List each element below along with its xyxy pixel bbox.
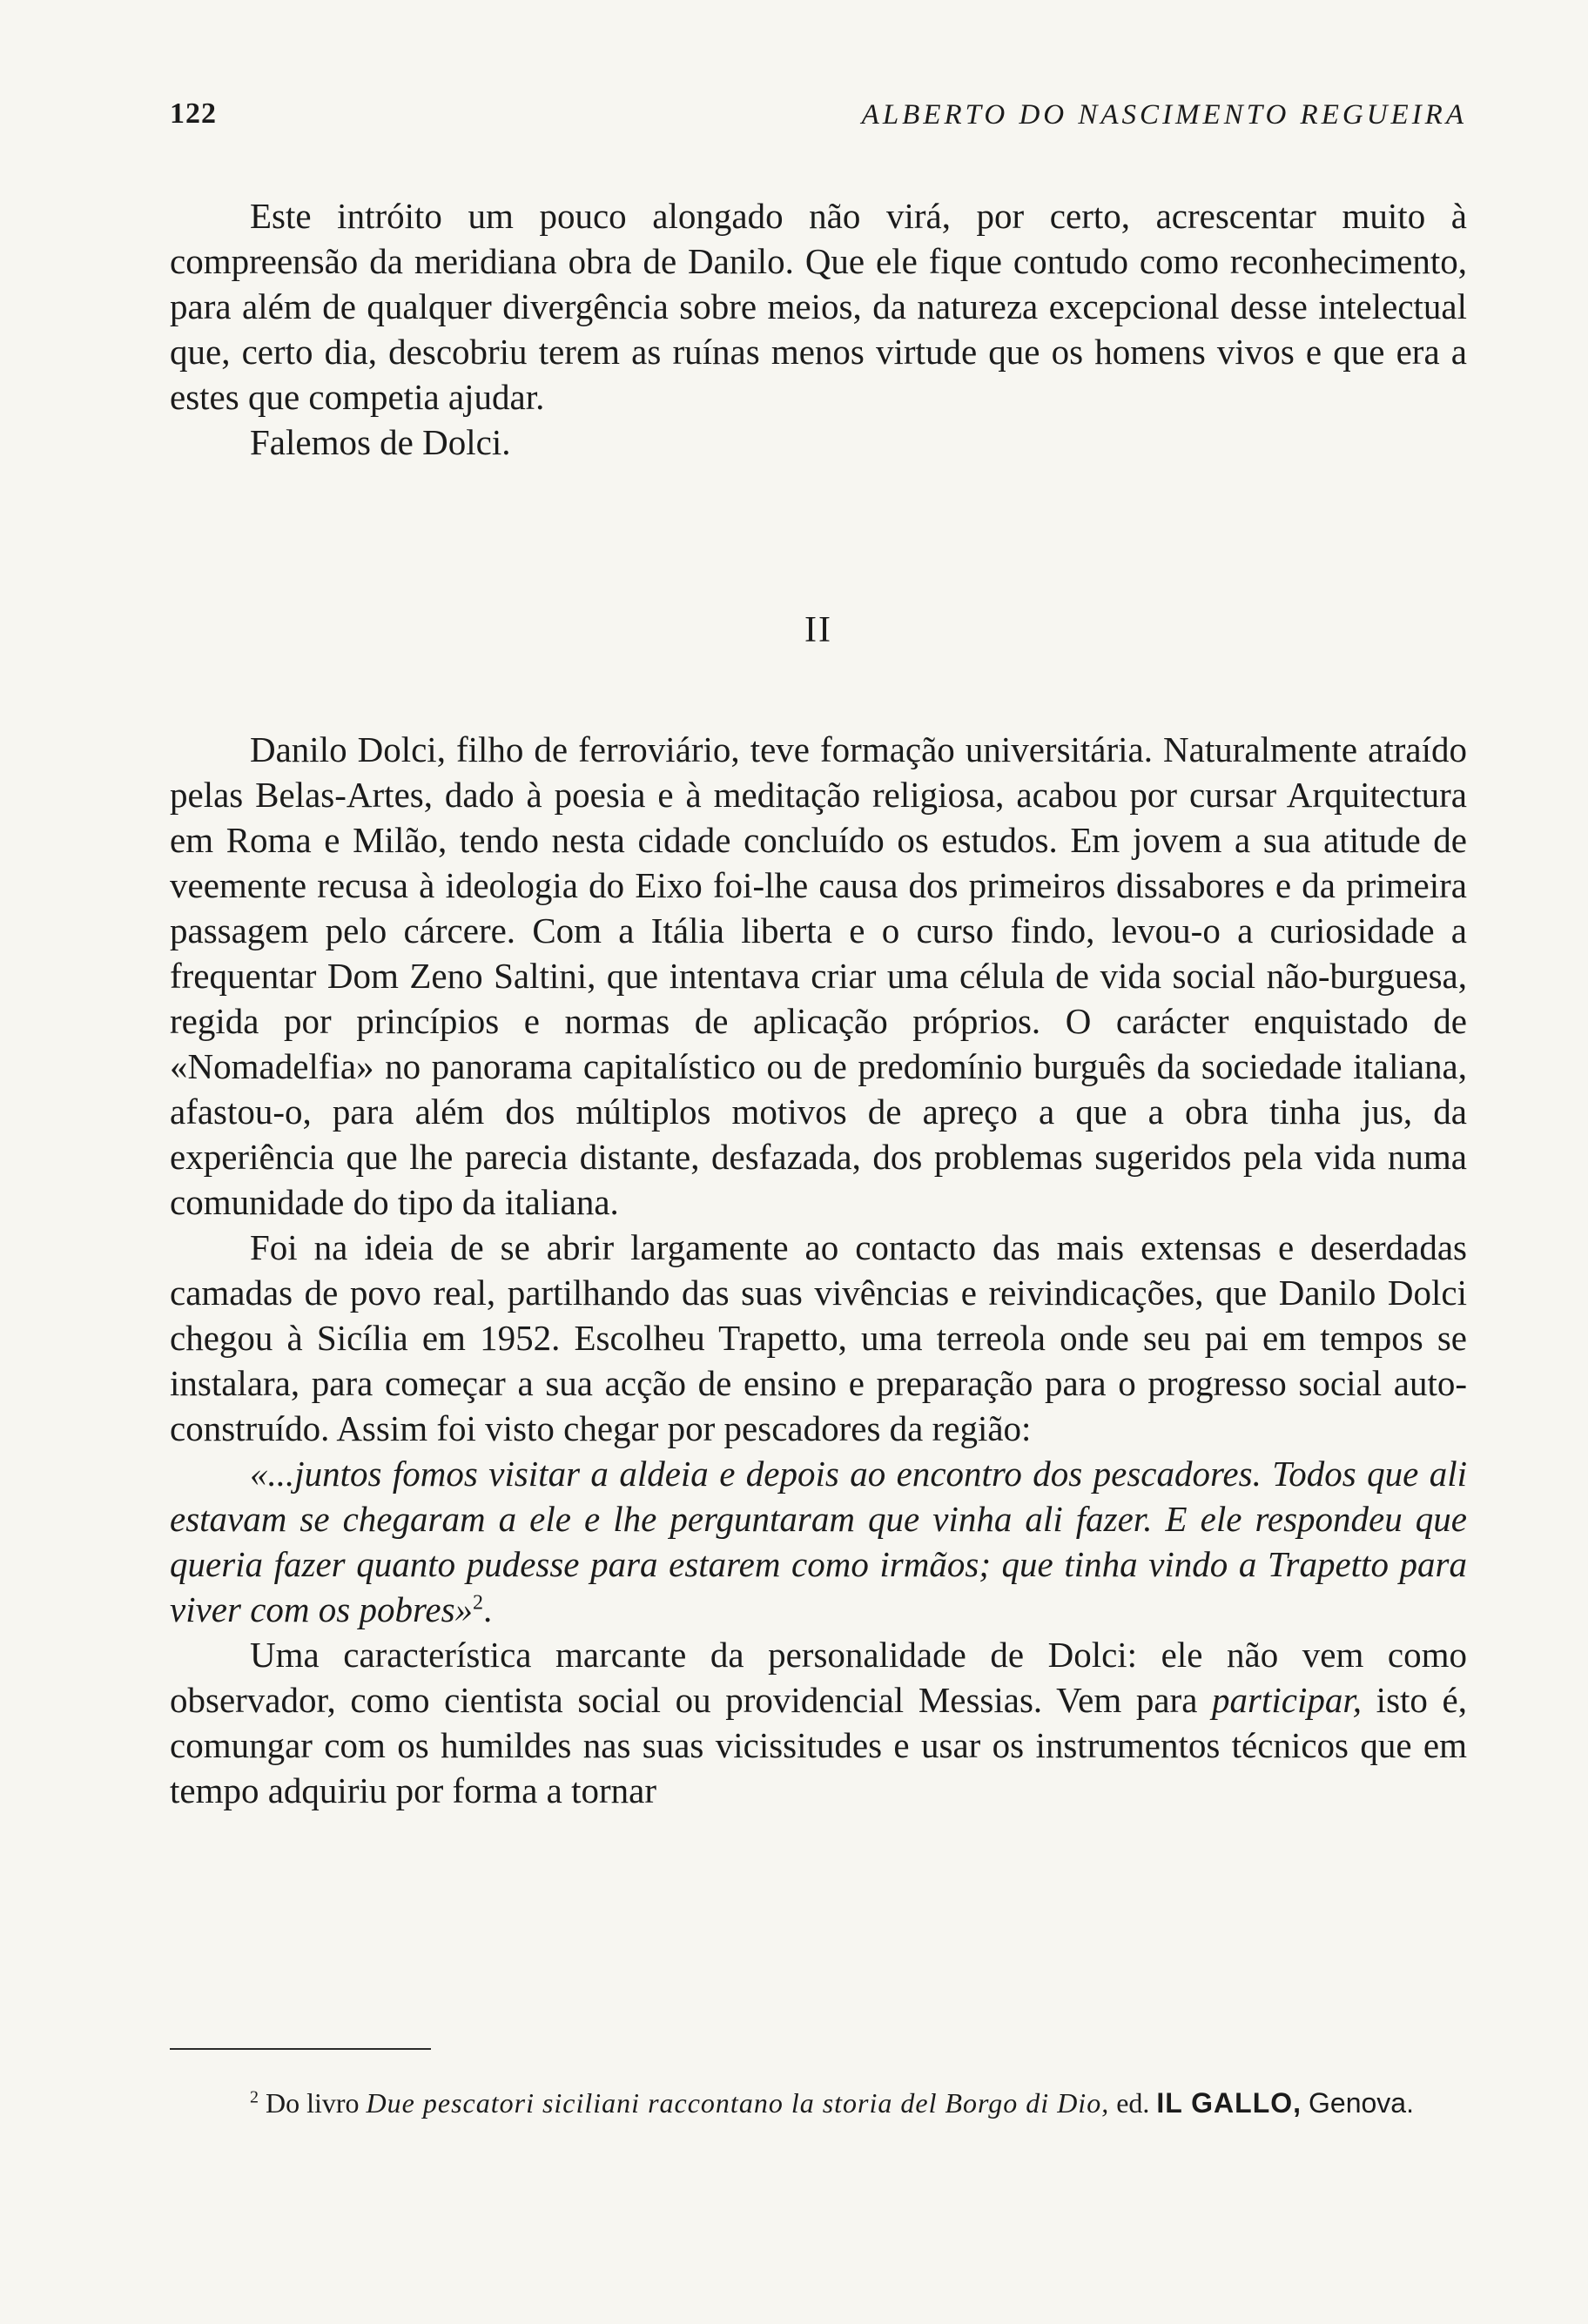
- block-quote: [170, 1451, 1467, 1632]
- section-paragraph: Danilo Dolci, filho de ferroviário, teve formação universitária. Naturalmente atraído pelas Belas-Artes, dado à poesia e à meditação religiosa, acabou por cursar Arquitectura em Roma e Milão, tendo nesta cidade concluído os estudos. Em jovem a sua atitude de veemente recusa à ideologia do Eixo foi-lhe causa dos primeiros dissabores e da primeira passagem pelo cárcere. Com a Itália liberta e o curso findo, levou-o a curiosidade a frequentar Dom Zeno Saltini, que intentava criar uma célula de vida social não-burguesa, regida por princípios e normas de aplicação próprios. O carácter enquistado de «Nomadelfia» no panorama capitalístico ou de predomínio burguês da sociedade italiana, afastou-o, para além dos múltiplos motivos de apreço a que a obra tinha jus, da experiência que lhe parecia distante, desfazada, dos problemas sugeridos pela vida numa comunidade do tipo da italiana.: [170, 729, 1467, 1222]
- footnote-edition: ed.: [1116, 2087, 1150, 2119]
- section-paragraph: Foi na ideia de se abrir largamente ao contacto das mais extensas e deserdadas camadas de povo real, partilhando das suas vivências e reivindicações, que Danilo Dolci chegou à Sicília em 1952. Escolheu Trapetto, uma terreola onde seu pai em tempos se instalara, para começar a sua acção de ensino e preparação para o progresso social auto-construído. Assim foi visto chegar por pescadores da região:: [170, 1227, 1467, 1448]
- footnote-number: 2: [250, 2087, 259, 2107]
- page-number: 122: [170, 97, 217, 130]
- paragraph-end: isto é, comungar com os humildes nas suas vicissitudes e usar os instrumentos técnicos que em tempo adquiriu por forma a tornar: [170, 1680, 1467, 1810]
- footnote: [170, 2082, 1467, 2124]
- footnote-book-title: Due pescatori siciliani raccontano la storia del Borgo di Dio,: [366, 2087, 1110, 2119]
- intro-paragraph: Este intróito um pouco alongado não virá, por certo, acrescentar muito à compreensão da meridiana obra de Danilo. Que ele fique contudo como reconhecimento, para além de qualquer divergência sobre meios, da natureza excepcional desse intelectual que, certo dia, descobriu terem as ruínas menos virtude que os homens vivos e que era a estes que competia ajudar.: [170, 196, 1467, 417]
- footnote-reference: 2: [473, 1591, 484, 1615]
- running-title: ALBERTO DO NASCIMENTO REGUEIRA: [861, 99, 1467, 131]
- footnote-rule: [170, 2048, 431, 2050]
- footnote-city: Genova.: [1309, 2087, 1414, 2119]
- quote-end: .: [483, 1589, 493, 1629]
- section-text: [170, 727, 1467, 1813]
- footnote-prefix: Do livro: [266, 2087, 360, 2119]
- quote-text: «...juntos fomos visitar a aldeia e depois ao encontro dos pescadores. Todos que ali estavam se chegaram a ele e lhe perguntaram que vinha ali fazer. E ele respondeu que queria fazer quanto pudesse para estarem como irmãos; que tinha vindo a Trapetto para viver com os pobres»: [170, 1454, 1467, 1629]
- running-head: [170, 97, 1467, 141]
- intro-text: [170, 193, 1467, 465]
- section-heading: II: [804, 610, 832, 650]
- section-paragraph: [170, 1632, 1467, 1813]
- intro-closing-paragraph: Falemos de Dolci.: [250, 422, 511, 462]
- paragraph-start: Uma característica marcante da personalidade de Dolci: ele não vem como observador, como cientista social ou providencial Messias. Vem para: [170, 1635, 1467, 1720]
- emphasis-participar: participar,: [1212, 1680, 1363, 1720]
- footnote-publisher: IL GALLO,: [1156, 2087, 1302, 2119]
